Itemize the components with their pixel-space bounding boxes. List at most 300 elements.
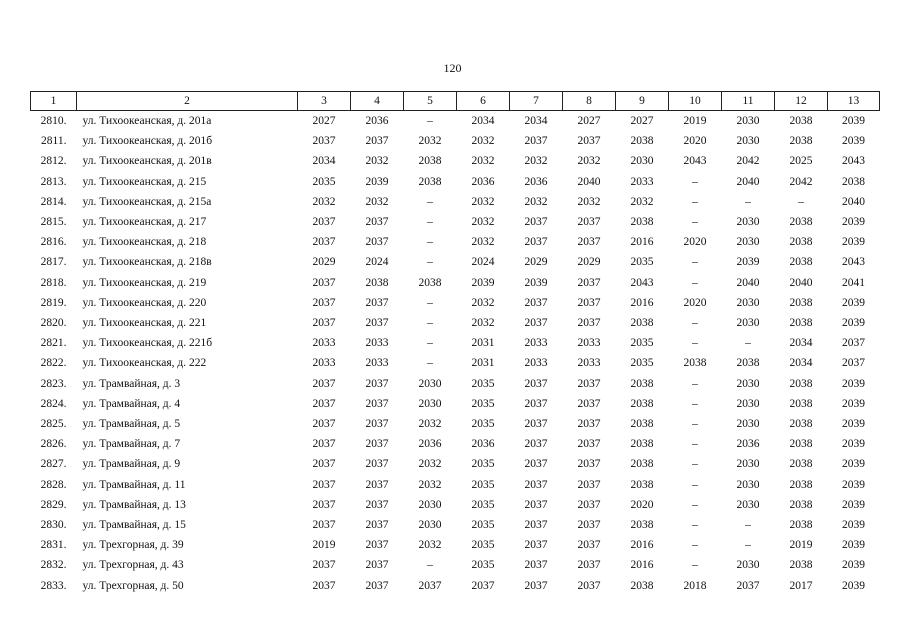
- year-cell: 2032: [471, 317, 495, 330]
- year-cell: 2032: [471, 155, 495, 168]
- page-number: 120: [443, 61, 462, 75]
- table-row: [31, 111, 880, 132]
- year-cell: 2037: [577, 458, 601, 471]
- year-cell: 2032: [418, 458, 442, 471]
- year-cell: 2037: [577, 216, 601, 229]
- year-cell: 2030: [736, 498, 760, 511]
- year-cell: 2031: [471, 357, 495, 370]
- year-cell: 2039: [842, 115, 865, 127]
- address-cell: ул. Тихоокеанская, д. 221: [82, 317, 207, 330]
- year-cell: 2039: [471, 276, 495, 289]
- year-cell: 2037: [577, 397, 601, 410]
- year-cell: 2039: [842, 296, 865, 309]
- year-cell: 2037: [312, 418, 336, 431]
- row-number-cell: 2829.: [40, 498, 67, 511]
- year-cell: 2033: [312, 357, 336, 370]
- table-row: [31, 273, 880, 293]
- year-cell: –: [692, 195, 698, 208]
- table-row: [31, 434, 880, 454]
- year-cell: 2037: [312, 438, 336, 451]
- address-cell: ул. Трехгорная, д. 50: [82, 579, 184, 592]
- year-cell: 2038: [789, 397, 813, 410]
- year-cell: 2035: [471, 397, 495, 410]
- year-cell: 2030: [736, 296, 760, 309]
- row-number-cell: 2818.: [40, 276, 67, 289]
- year-cell: 2037: [524, 216, 548, 229]
- row-number-cell: 2826.: [40, 438, 67, 451]
- year-cell: 2038: [789, 115, 813, 127]
- year-cell: 2032: [471, 296, 495, 309]
- table-row: [31, 414, 880, 434]
- year-cell: 2037: [365, 317, 389, 330]
- table-body: [31, 111, 880, 596]
- year-cell: 2033: [524, 337, 548, 350]
- year-cell: 2038: [365, 276, 389, 289]
- year-cell: 2036: [471, 175, 495, 188]
- row-number-cell: 2816.: [40, 236, 67, 249]
- year-cell: 2037: [312, 519, 336, 532]
- year-cell: 2038: [789, 458, 813, 471]
- table-row: [31, 151, 880, 171]
- year-cell: 2033: [577, 337, 601, 350]
- year-cell: 2038: [630, 438, 654, 451]
- year-cell: 2043: [842, 155, 865, 168]
- table-row: [31, 535, 880, 555]
- year-cell: 2030: [736, 397, 760, 410]
- year-cell: 2039: [842, 498, 865, 511]
- year-cell: 2035: [471, 478, 495, 491]
- table-row: [31, 212, 880, 232]
- year-cell: 2037: [365, 296, 389, 309]
- table-row: [31, 454, 880, 474]
- year-cell: 2037: [312, 559, 336, 572]
- year-cell: 2039: [842, 216, 865, 229]
- year-cell: 2024: [471, 256, 495, 269]
- year-cell: 2038: [789, 498, 813, 511]
- year-cell: 2033: [365, 337, 389, 350]
- year-cell: 2030: [630, 155, 654, 168]
- address-cell: ул. Тихоокеанская, д. 215а: [82, 195, 212, 208]
- year-cell: 2037: [842, 337, 865, 350]
- column-header: 7: [510, 92, 563, 111]
- year-cell: 2030: [736, 478, 760, 491]
- year-cell: 2020: [683, 135, 707, 148]
- year-cell: 2024: [365, 256, 389, 269]
- year-cell: 2032: [471, 216, 495, 229]
- address-cell: ул. Трехгорная, д. 39: [82, 539, 184, 552]
- year-cell: –: [427, 357, 433, 370]
- address-cell: ул. Трамвайная, д. 5: [82, 418, 181, 431]
- year-cell: –: [692, 256, 698, 269]
- year-cell: –: [692, 438, 698, 451]
- year-cell: 2038: [736, 357, 760, 370]
- year-cell: 2038: [418, 155, 442, 168]
- year-cell: 2039: [842, 236, 865, 249]
- year-cell: 2037: [524, 559, 548, 572]
- year-cell: 2016: [630, 559, 654, 572]
- table-row: [31, 374, 880, 394]
- year-cell: 2037: [418, 579, 442, 592]
- year-cell: 2035: [471, 559, 495, 572]
- row-number-cell: 2820.: [40, 317, 67, 330]
- row-number-cell: 2824.: [40, 397, 67, 410]
- year-cell: –: [692, 539, 698, 552]
- year-cell: 2020: [630, 498, 654, 511]
- year-cell: 2034: [524, 115, 548, 127]
- year-cell: 2037: [365, 236, 389, 249]
- table-row: [31, 172, 880, 192]
- year-cell: 2037: [471, 579, 495, 592]
- year-cell: –: [692, 519, 698, 532]
- address-cell: ул. Тихоокеанская, д. 201а: [82, 115, 212, 127]
- year-cell: 2032: [524, 195, 548, 208]
- year-cell: 2037: [524, 458, 548, 471]
- year-cell: –: [692, 175, 698, 188]
- year-cell: 2036: [736, 438, 760, 451]
- year-cell: 2037: [524, 317, 548, 330]
- year-cell: 2037: [312, 478, 336, 491]
- year-cell: 2019: [312, 539, 336, 552]
- year-cell: 2037: [577, 478, 601, 491]
- year-cell: 2030: [418, 377, 442, 390]
- year-cell: 2038: [630, 216, 654, 229]
- year-cell: 2037: [577, 296, 601, 309]
- table-row: [31, 515, 880, 535]
- year-cell: 2037: [365, 539, 389, 552]
- year-cell: 2038: [789, 135, 813, 148]
- year-cell: 2040: [789, 276, 813, 289]
- row-number-cell: 2825.: [40, 418, 67, 431]
- table-row: [31, 333, 880, 353]
- year-cell: 2037: [577, 498, 601, 511]
- year-cell: 2037: [312, 135, 336, 148]
- year-cell: 2037: [577, 559, 601, 572]
- year-cell: 2038: [789, 519, 813, 532]
- year-cell: 2030: [418, 498, 442, 511]
- year-cell: 2043: [630, 276, 654, 289]
- year-cell: 2042: [736, 155, 760, 168]
- year-cell: 2037: [312, 216, 336, 229]
- table-row: [31, 313, 880, 333]
- year-cell: 2039: [365, 175, 389, 188]
- year-cell: 2037: [577, 438, 601, 451]
- year-cell: 2037: [312, 458, 336, 471]
- address-cell: ул. Тихоокеанская, д. 217: [82, 216, 207, 229]
- address-cell: ул. Трамвайная, д. 3: [82, 377, 181, 390]
- year-cell: –: [427, 296, 433, 309]
- address-cell: ул. Тихоокеанская, д. 215: [82, 175, 207, 188]
- year-cell: –: [692, 317, 698, 330]
- year-cell: 2035: [471, 418, 495, 431]
- year-cell: 2039: [842, 397, 865, 410]
- address-cell: ул. Трамвайная, д. 13: [82, 498, 186, 511]
- year-cell: 2037: [577, 135, 601, 148]
- row-number-cell: 2828.: [40, 478, 67, 491]
- address-cell: ул. Трамвайная, д. 11: [82, 478, 186, 491]
- year-cell: 2030: [736, 418, 760, 431]
- year-cell: 2030: [736, 216, 760, 229]
- table-row: [31, 232, 880, 252]
- row-number-cell: 2810.: [40, 115, 67, 127]
- year-cell: 2039: [842, 559, 865, 572]
- year-cell: 2036: [365, 115, 389, 127]
- year-cell: 2037: [524, 539, 548, 552]
- year-cell: 2030: [736, 559, 760, 572]
- year-cell: 2039: [842, 579, 865, 592]
- table-row: [31, 192, 880, 212]
- year-cell: 2038: [630, 478, 654, 491]
- year-cell: 2039: [842, 458, 865, 471]
- year-cell: –: [692, 216, 698, 229]
- address-cell: ул. Тихоокеанская, д. 218: [82, 236, 207, 249]
- year-cell: 2038: [630, 519, 654, 532]
- year-cell: 2037: [365, 135, 389, 148]
- year-cell: 2038: [630, 579, 654, 592]
- table-row: [31, 252, 880, 272]
- year-cell: 2037: [312, 317, 336, 330]
- year-cell: 2032: [577, 195, 601, 208]
- year-cell: 2043: [683, 155, 707, 168]
- address-cell: ул. Трамвайная, д. 4: [82, 397, 181, 410]
- year-cell: 2037: [577, 579, 601, 592]
- year-cell: 2018: [683, 579, 707, 592]
- year-cell: 2029: [577, 256, 601, 269]
- year-cell: 2037: [577, 377, 601, 390]
- year-cell: 2038: [789, 296, 813, 309]
- year-cell: 2030: [736, 377, 760, 390]
- year-cell: –: [745, 519, 751, 532]
- year-cell: 2030: [418, 519, 442, 532]
- year-cell: 2034: [471, 115, 495, 127]
- year-cell: 2037: [524, 438, 548, 451]
- year-cell: 2016: [630, 296, 654, 309]
- year-cell: 2035: [471, 377, 495, 390]
- year-cell: 2039: [842, 317, 865, 330]
- year-cell: 2034: [789, 357, 813, 370]
- year-cell: 2032: [471, 135, 495, 148]
- year-cell: 2031: [471, 337, 495, 350]
- year-cell: –: [427, 337, 433, 350]
- year-cell: 2035: [471, 498, 495, 511]
- year-cell: 2038: [630, 418, 654, 431]
- year-cell: 2037: [312, 236, 336, 249]
- year-cell: 2037: [365, 216, 389, 229]
- year-cell: –: [692, 478, 698, 491]
- address-cell: ул. Тихоокеанская, д. 221б: [82, 337, 213, 350]
- column-header: 13: [828, 92, 880, 111]
- year-cell: 2037: [365, 478, 389, 491]
- year-cell: 2036: [418, 438, 442, 451]
- table-row: [31, 353, 880, 373]
- year-cell: 2039: [842, 418, 865, 431]
- year-cell: 2039: [842, 539, 865, 552]
- row-number-cell: 2832.: [40, 559, 67, 572]
- row-number-cell: 2833.: [40, 579, 67, 592]
- year-cell: 2038: [418, 175, 442, 188]
- year-cell: 2043: [842, 256, 865, 269]
- year-cell: –: [427, 115, 433, 127]
- column-header: 10: [669, 92, 722, 111]
- address-cell: ул. Тихоокеанская, д. 220: [82, 296, 207, 309]
- row-number-cell: 2830.: [40, 519, 67, 532]
- year-cell: 2027: [312, 115, 336, 127]
- year-cell: 2025: [789, 155, 813, 168]
- row-number-cell: 2812.: [40, 155, 67, 168]
- year-cell: 2038: [630, 458, 654, 471]
- year-cell: 2020: [683, 236, 707, 249]
- year-cell: –: [745, 195, 751, 208]
- year-cell: –: [427, 559, 433, 572]
- year-cell: 2040: [577, 175, 601, 188]
- address-cell: ул. Трамвайная, д. 9: [82, 458, 181, 471]
- year-cell: 2038: [789, 478, 813, 491]
- year-cell: –: [692, 458, 698, 471]
- year-cell: 2035: [630, 357, 654, 370]
- column-header: 9: [616, 92, 669, 111]
- year-cell: 2037: [365, 579, 389, 592]
- row-number-cell: 2831.: [40, 539, 67, 552]
- year-cell: 2038: [842, 175, 865, 188]
- year-cell: 2037: [524, 377, 548, 390]
- year-cell: 2032: [312, 195, 336, 208]
- year-cell: 2039: [842, 478, 865, 491]
- year-cell: 2017: [789, 579, 813, 592]
- row-number-cell: 2821.: [40, 337, 67, 350]
- year-cell: 2032: [365, 155, 389, 168]
- year-cell: 2032: [418, 135, 442, 148]
- column-header: 12: [775, 92, 828, 111]
- row-number-cell: 2814.: [40, 195, 67, 208]
- year-cell: 2038: [683, 357, 707, 370]
- year-cell: 2033: [524, 357, 548, 370]
- year-cell: 2020: [683, 296, 707, 309]
- year-cell: 2032: [471, 195, 495, 208]
- year-cell: –: [427, 195, 433, 208]
- row-number-cell: 2822.: [40, 357, 67, 370]
- year-cell: 2038: [630, 397, 654, 410]
- table-row: [31, 495, 880, 515]
- year-cell: –: [427, 216, 433, 229]
- row-number-cell: 2815.: [40, 216, 67, 229]
- year-cell: 2037: [365, 377, 389, 390]
- year-cell: 2032: [577, 155, 601, 168]
- year-cell: 2038: [789, 559, 813, 572]
- year-cell: 2032: [418, 418, 442, 431]
- column-header: 3: [298, 92, 351, 111]
- address-cell: ул. Тихоокеанская, д. 218в: [82, 256, 212, 269]
- year-cell: –: [692, 337, 698, 350]
- row-number-cell: 2811.: [41, 135, 67, 148]
- year-cell: 2037: [524, 397, 548, 410]
- year-cell: 2037: [842, 357, 865, 370]
- row-number-cell: 2827.: [40, 458, 67, 471]
- year-cell: –: [692, 377, 698, 390]
- year-cell: 2038: [789, 216, 813, 229]
- year-cell: 2019: [789, 539, 813, 552]
- year-cell: 2035: [471, 458, 495, 471]
- table-row: [31, 131, 880, 151]
- year-cell: 2039: [736, 256, 760, 269]
- year-cell: 2037: [524, 296, 548, 309]
- address-cell: ул. Трамвайная, д. 7: [82, 438, 181, 451]
- row-number-cell: 2823.: [40, 377, 67, 390]
- year-cell: 2030: [736, 115, 760, 127]
- year-cell: 2035: [630, 256, 654, 269]
- year-cell: 2034: [312, 155, 336, 168]
- year-cell: 2037: [312, 296, 336, 309]
- row-number-cell: 2819.: [40, 296, 67, 309]
- year-cell: 2019: [683, 115, 707, 127]
- year-cell: 2038: [630, 317, 654, 330]
- column-header: 2: [77, 92, 298, 111]
- year-cell: 2041: [842, 276, 865, 289]
- year-cell: 2032: [418, 478, 442, 491]
- year-cell: 2030: [736, 458, 760, 471]
- year-cell: 2038: [789, 317, 813, 330]
- year-cell: 2037: [312, 579, 336, 592]
- year-cell: 2037: [577, 276, 601, 289]
- year-cell: –: [427, 317, 433, 330]
- year-cell: 2035: [630, 337, 654, 350]
- year-cell: 2037: [365, 397, 389, 410]
- year-cell: 2035: [471, 519, 495, 532]
- year-cell: 2033: [577, 357, 601, 370]
- year-cell: –: [692, 559, 698, 572]
- year-cell: 2037: [577, 317, 601, 330]
- year-cell: –: [798, 195, 804, 208]
- year-cell: 2033: [630, 175, 654, 188]
- table-row: [31, 394, 880, 414]
- year-cell: 2016: [630, 539, 654, 552]
- year-cell: 2039: [842, 519, 865, 532]
- year-cell: 2037: [736, 579, 760, 592]
- year-cell: 2038: [630, 377, 654, 390]
- column-header: 1: [31, 92, 77, 111]
- table-row: [31, 475, 880, 495]
- year-cell: 2040: [736, 276, 760, 289]
- header-row: [31, 92, 880, 111]
- year-cell: 2037: [312, 498, 336, 511]
- year-cell: 2033: [365, 357, 389, 370]
- year-cell: 2037: [312, 397, 336, 410]
- column-header: 11: [722, 92, 775, 111]
- year-cell: 2029: [312, 256, 336, 269]
- year-cell: –: [692, 498, 698, 511]
- year-cell: 2037: [577, 418, 601, 431]
- address-cell: ул. Трехгорная, д. 43: [82, 559, 184, 572]
- address-cell: ул. Тихоокеанская, д. 201в: [82, 155, 212, 168]
- year-cell: 2016: [630, 236, 654, 249]
- year-cell: 2030: [736, 317, 760, 330]
- year-cell: 2029: [524, 256, 548, 269]
- year-cell: 2039: [842, 438, 865, 451]
- row-number-cell: 2817.: [40, 256, 67, 269]
- year-cell: 2038: [789, 236, 813, 249]
- year-cell: 2034: [789, 337, 813, 350]
- year-cell: 2037: [524, 236, 548, 249]
- table-row: [31, 555, 880, 575]
- address-cell: ул. Тихоокеанская, д. 201б: [82, 135, 213, 148]
- year-cell: 2042: [789, 175, 813, 188]
- year-cell: 2038: [789, 256, 813, 269]
- year-cell: 2037: [365, 438, 389, 451]
- address-cell: ул. Тихоокеанская, д. 219: [82, 276, 207, 289]
- year-cell: 2032: [365, 195, 389, 208]
- year-cell: 2037: [524, 135, 548, 148]
- year-cell: 2037: [365, 498, 389, 511]
- year-cell: 2039: [842, 377, 865, 390]
- year-cell: 2040: [736, 175, 760, 188]
